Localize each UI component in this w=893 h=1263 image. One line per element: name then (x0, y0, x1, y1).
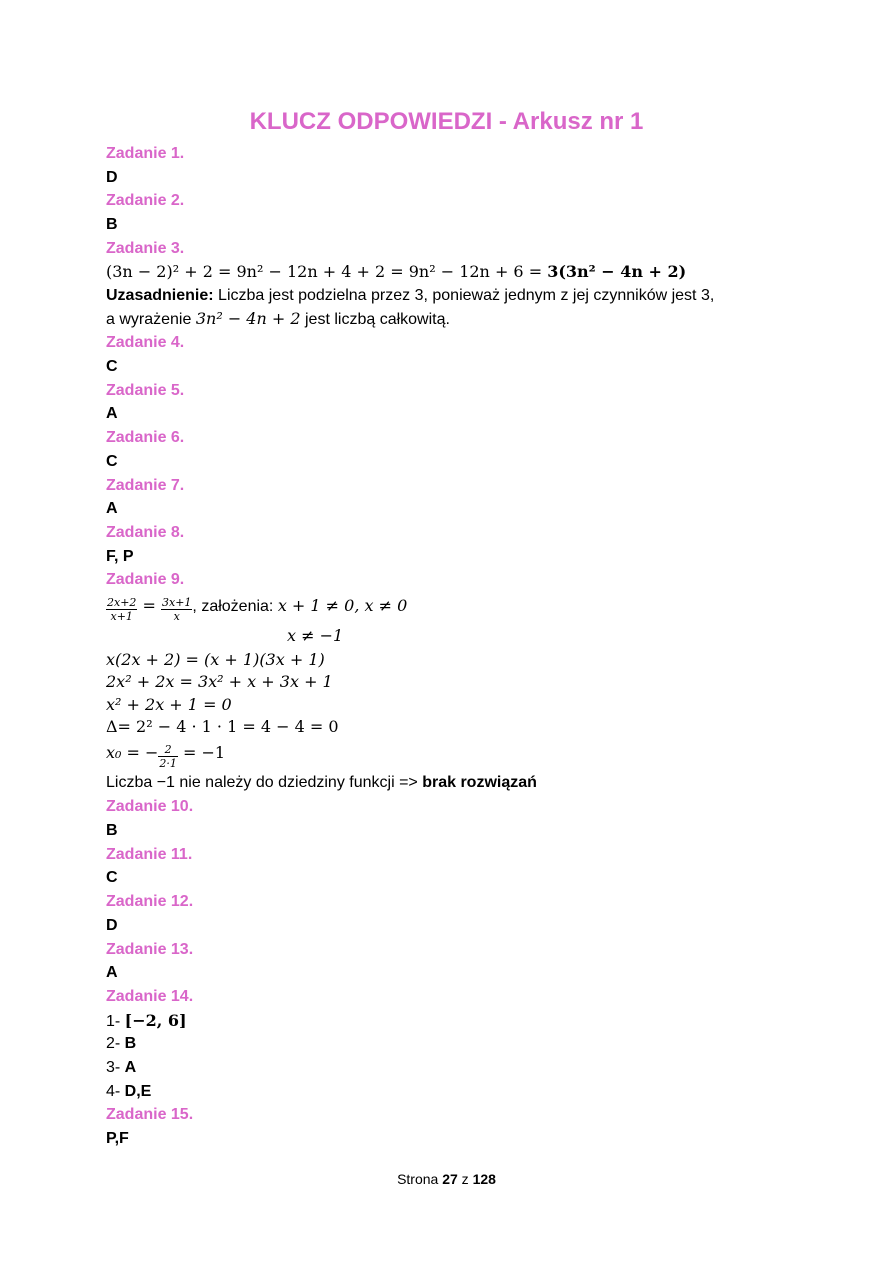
task-9-equation: $\frac{2x+2}{x+1}$ = $\frac{3x+1}{x}$ , założenia: x + 1 ≠ 0, x ≠ 0 (107, 596, 408, 623)
task-3-reason-label: Uzasadnienie: (106, 287, 214, 304)
task-9-fraction-right-num: 3x+1 (162, 596, 192, 609)
task-13-label: Zadanie 13. (106, 941, 194, 958)
task-9-fraction-right (161, 596, 192, 623)
task-9-step-5 (106, 743, 225, 770)
task-9-conclusion-text: Liczba −1 nie należy do dziedziny funkcji => (106, 774, 423, 791)
footer-total-pages: 128 (472, 1171, 496, 1187)
task-9-conclusion-result: brak rozwiązań (422, 774, 537, 791)
task-14-item (106, 1082, 151, 1102)
task-14-item (106, 1058, 136, 1078)
task-14-item-answer: [−2, 6] (124, 1011, 187, 1030)
task-9-label: Zadanie 9. (106, 571, 185, 588)
task-14-label: Zadanie 14. (106, 988, 194, 1005)
task-3-label: Zadanie 3. (106, 240, 185, 257)
task-14-item (106, 1034, 136, 1054)
task-9-step-1: x(2x + 2) = (x + 1)(3x + 1) (106, 650, 325, 669)
task-8-label: Zadanie 8. (106, 524, 185, 541)
task-9-assumptions-label: , założenia: (192, 598, 278, 615)
page-title: KLUCZ ODPOWIEDZI - Arkusz nr 1 (249, 108, 644, 135)
footer-middle: z (457, 1171, 473, 1187)
task-14-item-number: 2- (106, 1035, 125, 1052)
task-5-label: Zadanie 5. (106, 382, 185, 399)
task-3-reason-line-1 (106, 286, 714, 306)
task-3-equation-plain: (3n − 2)² + 2 = 9n² − 12n + 4 + 2 = 9n² − 12n + 6 = (106, 262, 548, 281)
task-1-label: Zadanie 1. (106, 145, 185, 162)
task-14-item-number: 3- (106, 1059, 125, 1076)
task-9-step-3: x² + 2x + 1 = 0 (106, 695, 232, 714)
task-9-fraction-left-num: 2x+2 (107, 596, 137, 609)
task-14-item-number: 4- (106, 1083, 125, 1100)
task-5-answer: A (106, 405, 118, 422)
task-14-item (106, 1011, 187, 1032)
task-9-fraction-right-den: x (173, 610, 180, 623)
task-3-equation (106, 262, 686, 283)
task-9-step-5-rhs: = −1 (177, 743, 226, 762)
task-7-label: Zadanie 7. (106, 477, 185, 494)
page-footer (0, 1171, 893, 1187)
task-15-label: Zadanie 15. (106, 1106, 194, 1123)
task-10-answer: B (106, 822, 118, 839)
task-4-label: Zadanie 4. (106, 334, 185, 351)
task-9-step-5-den: 2·1 (159, 757, 177, 770)
task-6-label: Zadanie 6. (106, 429, 185, 446)
task-11-label: Zadanie 11. (106, 846, 193, 863)
task-14-item-answer: D,E (124, 1083, 152, 1100)
task-3-reason-expression: 3n² − 4n + 2 (195, 309, 301, 328)
task-3-reason-line-2 (106, 309, 450, 330)
task-3-reason-text-a: a wyrażenie (106, 311, 196, 328)
task-8-answer: F, P (106, 548, 134, 565)
task-10-label: Zadanie 10. (106, 798, 194, 815)
task-9-step-5-lhs: x₀ = − (106, 743, 159, 762)
task-9-assumptions: x + 1 ≠ 0, x ≠ 0 (277, 596, 408, 615)
task-9-step-5-num: 2 (158, 743, 178, 757)
task-1-answer: D (106, 169, 118, 186)
footer-page-number: 27 (442, 1171, 458, 1187)
task-2-answer: B (106, 216, 118, 233)
task-11-answer: C (106, 869, 118, 886)
task-12-answer: D (106, 917, 118, 934)
task-9-assumption-2: x ≠ −1 (287, 626, 344, 645)
task-9-fraction-left (106, 596, 137, 623)
task-15-answer: P,F (106, 1130, 129, 1147)
task-9-step-5-fraction (158, 743, 178, 770)
task-2-label: Zadanie 2. (106, 192, 185, 209)
task-4-answer: C (106, 358, 118, 375)
task-3-equation-result: 3(3n² − 4n + 2) (547, 262, 687, 281)
task-9-fraction-left-den: x+1 (110, 610, 133, 623)
task-7-answer: A (106, 500, 118, 517)
task-14-item-number: 1- (106, 1013, 125, 1030)
footer-prefix: Strona (397, 1171, 443, 1187)
task-6-answer: C (106, 453, 118, 470)
task-9-step-4: Δ= 2² − 4 · 1 · 1 = 4 − 4 = 0 (106, 717, 339, 736)
task-12-label: Zadanie 12. (106, 893, 194, 910)
task-3-reason-text: Liczba jest podzielna przez 3, ponieważ jednym z jej czynników jest 3, (213, 287, 715, 304)
task-14-item-answer: A (124, 1059, 137, 1076)
task-9-conclusion (106, 773, 537, 793)
task-3-reason-text-b: jest liczbą całkowitą. (300, 311, 450, 328)
task-9-step-2: 2x² + 2x = 3x² + x + 3x + 1 (106, 672, 333, 691)
task-14-item-answer: B (124, 1035, 137, 1052)
task-13-answer: A (106, 964, 118, 981)
